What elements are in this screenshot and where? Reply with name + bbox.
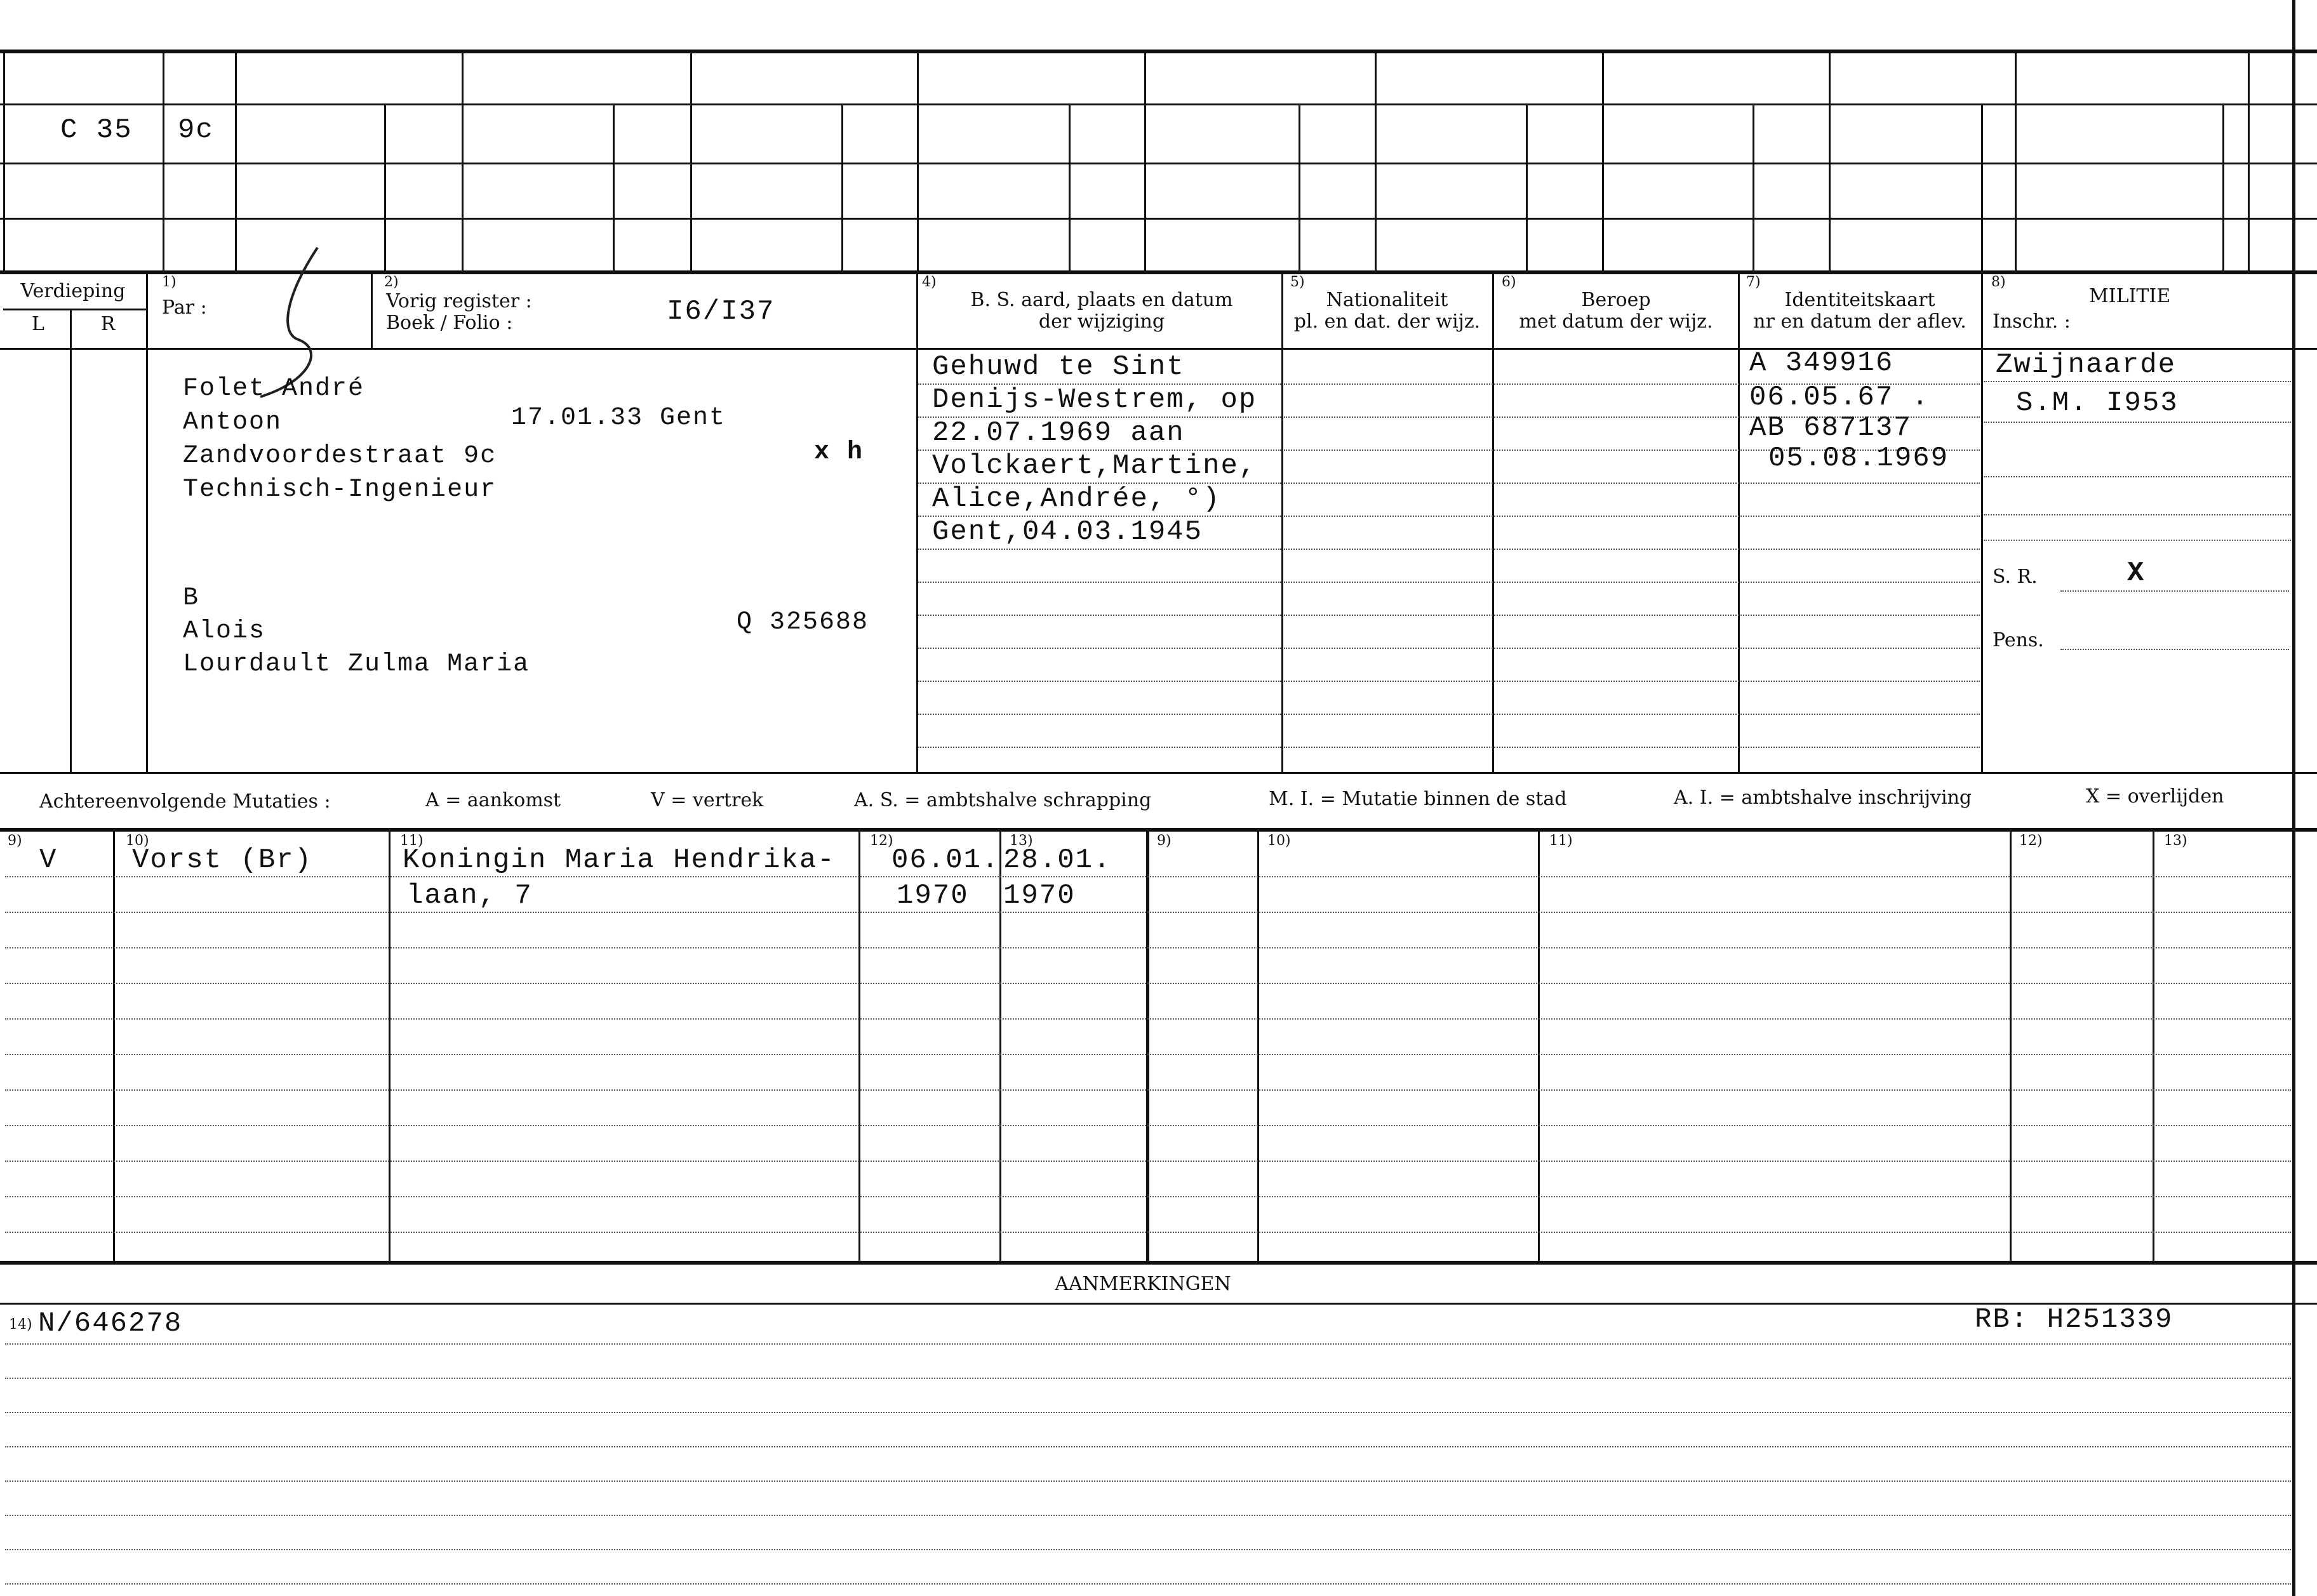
grid-line [146,272,148,773]
id-card-line: 05.08.1969 [1768,442,1949,474]
dotted-rule [5,1412,2291,1413]
legend-item: V = vertrek [651,789,764,811]
dotted-rule [5,1232,2291,1233]
militie-label: MILITIE [2089,285,2171,307]
dotted-rule [5,1446,2291,1447]
grid-line [1375,50,1377,272]
grid-line [462,50,464,272]
dotted-rule [1284,582,1980,583]
dotted-rule [918,648,1281,649]
pens-label: Pens. [1993,629,2044,651]
dotted-rule [1284,681,1980,682]
grid-line [2222,103,2224,272]
legend-item: X = overlijden [2086,785,2224,808]
code-right: 9c [178,114,214,146]
id-card-line: A 349916 [1749,347,1894,379]
grid-line [384,103,386,272]
field-number: 7) [1746,274,1761,290]
dotted-rule [5,1480,2291,1482]
dotted-rule [1284,648,1980,649]
dotted-rule [5,1196,2291,1197]
field-number: 6) [1502,274,1516,290]
person-surname: Folet André [183,375,365,403]
remarks-title: AANMERKINGEN [1055,1273,1231,1295]
dotted-rule [5,1160,2291,1162]
legend-item: A. S. = ambtshalve schrapping [854,789,1152,811]
mutation-type: V [39,844,58,876]
l-label: L [32,313,44,335]
col-number: 12) [870,833,893,849]
grid-line [1981,103,1983,272]
id-card-line: AB 687137 [1749,412,1912,444]
dotted-rule [1984,381,2291,382]
grid-line [235,50,237,272]
dotted-rule [1984,422,2291,423]
dotted-rule [5,1583,2291,1585]
grid-line [0,218,2317,220]
dotted-rule [1284,549,1980,550]
mutation-date: 1970 [897,880,969,912]
grid-line [1492,272,1494,773]
dotted-rule [5,1549,2291,1550]
col-number: 9) [8,833,22,849]
field-number: 8) [1991,274,2006,290]
dotted-rule [5,983,2291,984]
grid-line [1526,103,1528,272]
remarks-line [0,1303,2317,1305]
grid-line [613,103,615,272]
dotted-rule [5,912,2291,913]
dotted-rule [2060,590,2289,592]
field-number: 2) [384,274,399,290]
civil-status-line: 22.07.1969 aan [932,417,1185,449]
mutation-date: 28.01. [1003,844,1112,876]
dotted-rule [2060,649,2289,650]
parent-name: Alois [183,617,266,646]
col-number: 10) [126,833,149,849]
beroep-header-line1: Beroep [1581,289,1651,311]
body-bottom-line [0,772,2317,774]
grid-line [2248,50,2250,272]
legend-item: A. I. = ambtshalve inschrijving [1674,787,1972,809]
dotted-rule [918,549,1281,550]
dotted-rule [1284,482,1980,484]
civil-status-line: Gent,04.03.1945 [932,516,1203,548]
grid-line [0,103,2317,105]
person-mark: x h [814,438,864,467]
parent-b: B [183,584,200,613]
sr-value: X [2127,557,2146,589]
dotted-rule [5,1054,2291,1055]
mutations-bottom-line [0,1261,2317,1265]
field-number: 1) [162,274,177,290]
dotted-rule [918,747,1281,748]
header-top-line [0,270,2317,274]
vorig-register-label: Vorig register : [386,290,532,312]
mutation-address: laan, 7 [406,880,533,912]
dotted-rule [1284,515,1980,517]
mutation-date: 1970 [1003,880,1076,912]
remarks-reference: N/646278 [38,1308,183,1340]
civil-status-line: Volckaert,Martine, [932,450,1257,482]
grid-line [3,309,146,310]
grid-line [1738,272,1740,773]
civil-status-line: Gehuwd te Sint [932,351,1185,383]
grid-line [1069,103,1071,272]
dotted-rule [1284,747,1980,748]
col-number: 10) [1267,833,1291,849]
col-number: 12) [2019,833,2043,849]
col-number: 11) [400,833,424,849]
person-code: Q 325688 [737,608,869,637]
col-number: 13) [2164,833,2187,849]
civil-status-line: Alice,Andrée, °) [932,483,1221,515]
grid-line [690,50,692,272]
grid-line [2015,50,2017,272]
mother-name: Lourdault Zulma Maria [183,650,530,679]
inschr-label: Inschr. : [1993,310,2071,333]
remarks-rb: RB: H251339 [1975,1304,2173,1336]
dotted-rule [5,1343,2291,1345]
grid-line [917,50,919,272]
grid-line [1602,50,1604,272]
legend-title: Achtereenvolgende Mutaties : [39,790,331,813]
person-address: Zandvoordestraat 9c [183,442,497,470]
verdieping-label: Verdieping [20,280,126,302]
person-birth: 17.01.33 Gent [511,404,726,432]
nationaliteit-header-line1: Nationaliteit [1326,289,1448,311]
bs-header-line1: B. S. aard, plaats en datum [970,289,1233,311]
grid-line [371,272,373,349]
code-left: C 35 [60,114,133,146]
par-label: Par : [162,296,207,319]
dotted-rule [1984,540,2291,541]
legend-item: M. I. = Mutatie binnen de stad [1269,788,1567,810]
dotted-rule [1984,476,2291,477]
grid-line [1144,50,1146,272]
person-profession: Technisch-Ingenieur [183,475,497,504]
identiteitskaart-header-line2: nr en datum der aflev. [1753,310,1966,333]
dotted-rule [1284,714,1980,715]
militie-year: S.M. I953 [2016,387,2179,419]
mutation-place: Vorst (Br) [132,844,313,876]
grid-line [1981,272,1983,773]
grid-line [3,50,5,272]
grid-line [1299,103,1300,272]
grid-line [841,103,843,272]
dotted-rule [5,1125,2291,1126]
identiteitskaart-header-line1: Identiteitskaart [1784,289,1935,311]
mutations-top-line [0,828,2317,832]
col-number: 11) [1549,833,1573,849]
militie-place: Zwijnaarde [1996,349,2177,381]
mutation-address: Koningin Maria Hendrika- [403,844,836,876]
r-label: R [100,313,116,335]
grid-line [163,50,164,272]
right-border [2292,0,2295,1596]
nationaliteit-header-line2: pl. en dat. der wijz. [1293,310,1481,333]
grid-line [1829,50,1831,272]
legend-item: A = aankomst [425,789,561,811]
dotted-rule [1284,615,1980,616]
header-bottom-line [0,348,2317,350]
person-firstname: Antoon [183,408,283,437]
mutation-date: 06.01. [891,844,1000,876]
grid-line [70,309,72,773]
col-number: 13) [1010,833,1033,849]
field-number: 4) [922,274,937,290]
dotted-rule [5,1378,2291,1379]
grid-line [0,163,2317,164]
field-number: 5) [1290,274,1305,290]
dotted-rule [5,947,2291,948]
grid-line [916,272,918,773]
boek-folio-label: Boek / Folio : [386,312,513,334]
vorig-register-value: I6/I37 [667,296,775,328]
dotted-rule [918,714,1281,715]
dotted-rule [5,876,2291,877]
dotted-rule [5,1018,2291,1020]
grid-line [1753,103,1754,272]
field-number: 14) [9,1317,32,1333]
civil-status-line: Denijs-Westrem, op [932,384,1257,416]
top-border [0,50,2317,53]
dotted-rule [5,1515,2291,1516]
col-number: 9) [1157,833,1172,849]
dotted-rule [918,582,1281,583]
beroep-header-line2: met datum der wijz. [1519,310,1713,333]
sr-label: S. R. [1993,566,2038,588]
dotted-rule [918,681,1281,682]
bs-header-line2: der wijziging [1038,310,1165,333]
dotted-rule [918,615,1281,616]
dotted-rule [1984,514,2291,515]
dotted-rule [5,1089,2291,1091]
id-card-line: 06.05.67 . [1749,382,1930,413]
grid-line [1281,272,1283,773]
